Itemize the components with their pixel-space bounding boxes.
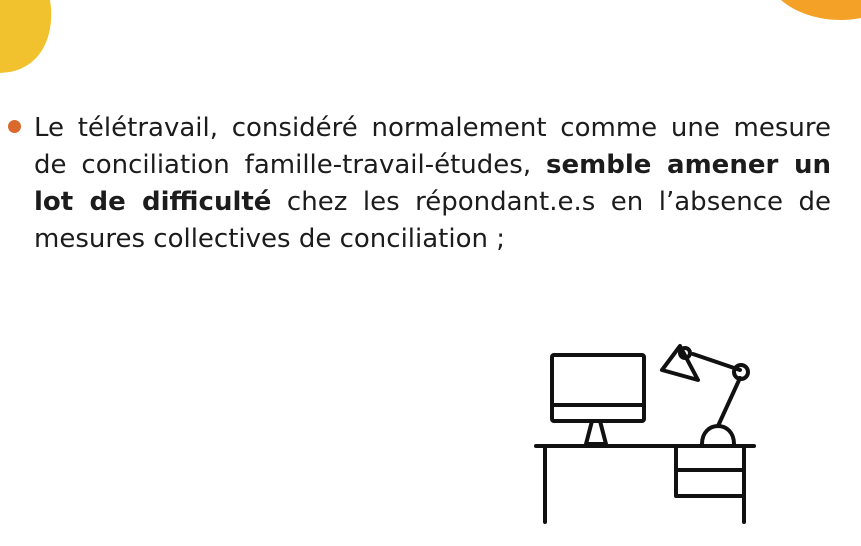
bullet-dot — [8, 120, 21, 133]
decorative-blob-top-right — [771, 0, 861, 25]
bullet-paragraph — [34, 110, 831, 258]
decorative-blob-top-left — [0, 0, 60, 80]
bullet-text-part2: chez les répondant.e.s en l’absence de mesures collectives de conciliation ; — [34, 187, 831, 254]
bullet-text-part1: Le télétravail, considéré normalement comme une mesure de conciliation famille-travail-études, — [34, 113, 831, 180]
desk-with-computer-and-lamp-icon — [530, 340, 760, 525]
bullet-text-bold: semble amener un lot de difficulté — [34, 150, 831, 217]
